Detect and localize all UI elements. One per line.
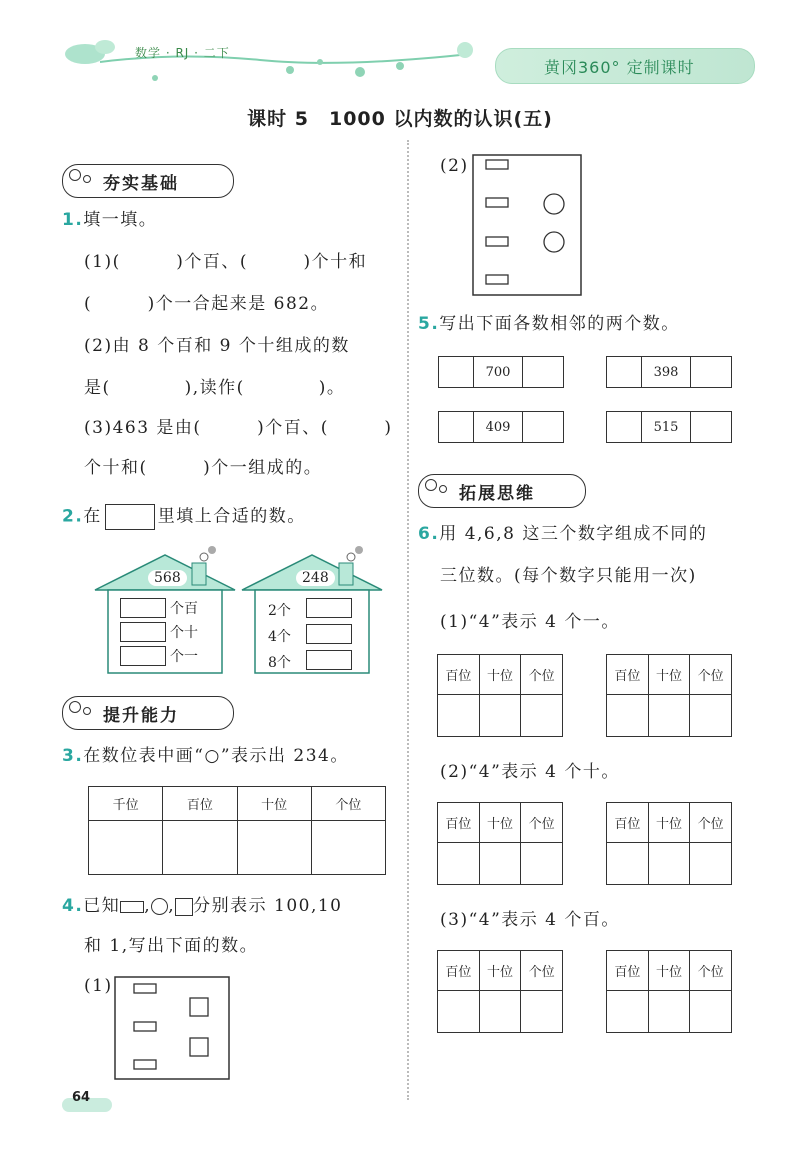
q4-title bbox=[62, 896, 343, 916]
page-number: 64 bbox=[72, 1090, 91, 1105]
header-meta: 数学 · RJ · 二下 bbox=[135, 46, 230, 60]
section-label: 提升能力 bbox=[103, 706, 179, 726]
q6-line-1 bbox=[418, 524, 707, 544]
answer-cell[interactable] bbox=[523, 357, 564, 388]
q6-sub-2: (2)“4”表示 4 个十。 bbox=[440, 762, 620, 782]
column-header: 个位 bbox=[521, 951, 563, 991]
column-header: 个位 bbox=[690, 951, 732, 991]
place-value-table-q6 bbox=[437, 654, 563, 737]
q4-text-c: , bbox=[168, 896, 176, 916]
neighbor-row bbox=[438, 411, 564, 443]
answer-box[interactable] bbox=[120, 622, 166, 642]
house1-row-label: 个十 bbox=[170, 625, 198, 641]
section-header-improve bbox=[62, 696, 234, 730]
column-header: 十位 bbox=[237, 787, 311, 821]
column-header: 百位 bbox=[607, 655, 649, 695]
column-header: 个位 bbox=[690, 803, 732, 843]
answer-cell[interactable] bbox=[607, 412, 642, 443]
place-value-table-q6 bbox=[437, 950, 563, 1033]
column-header: 十位 bbox=[479, 803, 521, 843]
column-header: 十位 bbox=[648, 803, 690, 843]
answer-cell[interactable] bbox=[690, 843, 732, 885]
given-number: 409 bbox=[474, 412, 523, 443]
answer-cell[interactable] bbox=[438, 695, 480, 737]
answer-cell[interactable] bbox=[438, 991, 480, 1033]
column-header: 个位 bbox=[311, 787, 385, 821]
q5-title bbox=[418, 314, 680, 334]
place-value-table-q6 bbox=[606, 654, 732, 737]
answer-cell[interactable] bbox=[690, 695, 732, 737]
answer-cell[interactable] bbox=[607, 357, 642, 388]
column-divider bbox=[407, 140, 409, 1100]
q6-sub-1: (1)“4”表示 4 个一。 bbox=[440, 612, 620, 632]
answer-cell[interactable] bbox=[237, 821, 311, 875]
answer-cell[interactable] bbox=[607, 843, 649, 885]
place-value-table-q6 bbox=[606, 802, 732, 885]
column-header: 百位 bbox=[163, 787, 237, 821]
q2-text-a: 在 bbox=[83, 506, 102, 527]
answer-box[interactable] bbox=[306, 650, 352, 670]
answer-cell[interactable] bbox=[607, 695, 649, 737]
q1-line-2: ( )个一合起来是 682。 bbox=[84, 294, 330, 314]
column-header: 个位 bbox=[521, 655, 563, 695]
house2-row-label: 8个 bbox=[268, 655, 291, 671]
q1-line-6: 个十和( )个一组成的。 bbox=[84, 458, 323, 478]
brand-badge bbox=[495, 48, 755, 84]
column-header: 十位 bbox=[479, 951, 521, 991]
place-value-table-q6 bbox=[437, 802, 563, 885]
answer-cell[interactable] bbox=[479, 695, 521, 737]
answer-cell[interactable] bbox=[521, 843, 563, 885]
answer-cell[interactable] bbox=[479, 991, 521, 1033]
q4-text-b: , bbox=[144, 896, 152, 916]
answer-box[interactable] bbox=[120, 646, 166, 666]
column-header: 个位 bbox=[521, 803, 563, 843]
q6-sub-3: (3)“4”表示 4 个百。 bbox=[440, 910, 620, 930]
answer-cell[interactable] bbox=[521, 991, 563, 1033]
header-decoration bbox=[60, 32, 480, 82]
answer-cell[interactable] bbox=[438, 843, 480, 885]
q3-title bbox=[62, 746, 349, 766]
q4-text-a: 已知 bbox=[83, 896, 121, 916]
q2-title bbox=[62, 504, 306, 530]
house2-row-label: 2个 bbox=[268, 603, 291, 619]
q1-line-1: (1)( )个百、( )个十和 bbox=[84, 252, 368, 272]
q4-line-2: 和 1,写出下面的数。 bbox=[84, 936, 259, 956]
rectangle-icon bbox=[120, 901, 144, 913]
house2-number: 248 bbox=[296, 570, 335, 586]
answer-cell[interactable] bbox=[439, 357, 474, 388]
column-header: 百位 bbox=[607, 803, 649, 843]
answer-cell[interactable] bbox=[89, 821, 163, 875]
q6-text: 用 4,6,8 这三个数字组成不同的 bbox=[439, 524, 708, 544]
house1-number: 568 bbox=[148, 570, 187, 586]
q4-text-d: 分别表示 100,10 bbox=[193, 896, 343, 916]
answer-cell[interactable] bbox=[607, 991, 649, 1033]
circle-icon bbox=[151, 898, 168, 915]
column-header: 百位 bbox=[607, 951, 649, 991]
q4-figure-1 bbox=[114, 976, 230, 1080]
answer-box[interactable] bbox=[306, 598, 352, 618]
answer-box[interactable] bbox=[120, 598, 166, 618]
question-number: 4. bbox=[62, 896, 84, 916]
given-number: 515 bbox=[642, 412, 691, 443]
answer-cell[interactable] bbox=[648, 695, 690, 737]
q1-line-5: (3)463 是由( )个百、( ) bbox=[84, 418, 393, 438]
section-header-extend bbox=[418, 474, 586, 508]
house1-row-label: 个一 bbox=[170, 649, 198, 665]
column-header: 十位 bbox=[479, 655, 521, 695]
page-title: 课时 5 1000 以内数的认识(五) bbox=[247, 108, 553, 130]
answer-cell[interactable] bbox=[691, 357, 732, 388]
neighbor-row bbox=[606, 411, 732, 443]
answer-box[interactable] bbox=[306, 624, 352, 644]
place-value-table-q3 bbox=[88, 786, 386, 875]
brand-label: 黄冈360° 定制课时 bbox=[544, 58, 695, 77]
square-icon bbox=[175, 898, 193, 916]
q4-part-1-label: (1) bbox=[84, 976, 113, 996]
answer-cell[interactable] bbox=[439, 412, 474, 443]
column-header: 百位 bbox=[438, 803, 480, 843]
column-header: 百位 bbox=[438, 951, 480, 991]
answer-cell[interactable] bbox=[521, 695, 563, 737]
answer-cell[interactable] bbox=[311, 821, 385, 875]
answer-cell[interactable] bbox=[479, 843, 521, 885]
column-header: 个位 bbox=[690, 655, 732, 695]
house1-row-label: 个百 bbox=[170, 601, 198, 617]
q1-text: 填一填。 bbox=[83, 210, 158, 230]
question-number: 3. bbox=[62, 746, 84, 766]
column-header: 十位 bbox=[648, 655, 690, 695]
q1-line-3: (2)由 8 个百和 9 个十组成的数 bbox=[84, 336, 350, 356]
answer-cell[interactable] bbox=[648, 843, 690, 885]
section-label: 拓展思维 bbox=[459, 484, 535, 504]
answer-cell[interactable] bbox=[523, 412, 564, 443]
answer-cell[interactable] bbox=[648, 991, 690, 1033]
q4-figure-2 bbox=[472, 154, 582, 296]
house2-row-label: 4个 bbox=[268, 629, 291, 645]
q3-text: 在数位表中画“○”表示出 234。 bbox=[83, 746, 349, 766]
column-header: 千位 bbox=[89, 787, 163, 821]
q5-text: 写出下面各数相邻的两个数。 bbox=[439, 314, 680, 334]
given-number: 700 bbox=[474, 357, 523, 388]
answer-cell[interactable] bbox=[163, 821, 237, 875]
place-value-table-q6 bbox=[606, 950, 732, 1033]
section-label: 夯实基础 bbox=[103, 174, 179, 194]
question-number: 5. bbox=[418, 314, 440, 334]
q1-title bbox=[62, 210, 157, 230]
q2-text-b: 里填上合适的数。 bbox=[157, 506, 306, 527]
column-header: 十位 bbox=[648, 951, 690, 991]
q1-line-4: 是( ),读作( )。 bbox=[84, 378, 346, 398]
neighbor-row bbox=[606, 356, 732, 388]
column-header: 百位 bbox=[438, 655, 480, 695]
question-number: 6. bbox=[418, 524, 440, 544]
answer-cell[interactable] bbox=[691, 412, 732, 443]
q6-line-2: 三位数。(每个数字只能用一次) bbox=[440, 566, 697, 586]
q4-part-2-label: (2) bbox=[440, 156, 469, 176]
neighbor-row bbox=[438, 356, 564, 388]
answer-box-icon bbox=[105, 504, 155, 530]
answer-cell[interactable] bbox=[690, 991, 732, 1033]
question-number: 1. bbox=[62, 210, 84, 230]
given-number: 398 bbox=[642, 357, 691, 388]
question-number: 2. bbox=[62, 506, 84, 527]
section-header-basics bbox=[62, 164, 234, 198]
